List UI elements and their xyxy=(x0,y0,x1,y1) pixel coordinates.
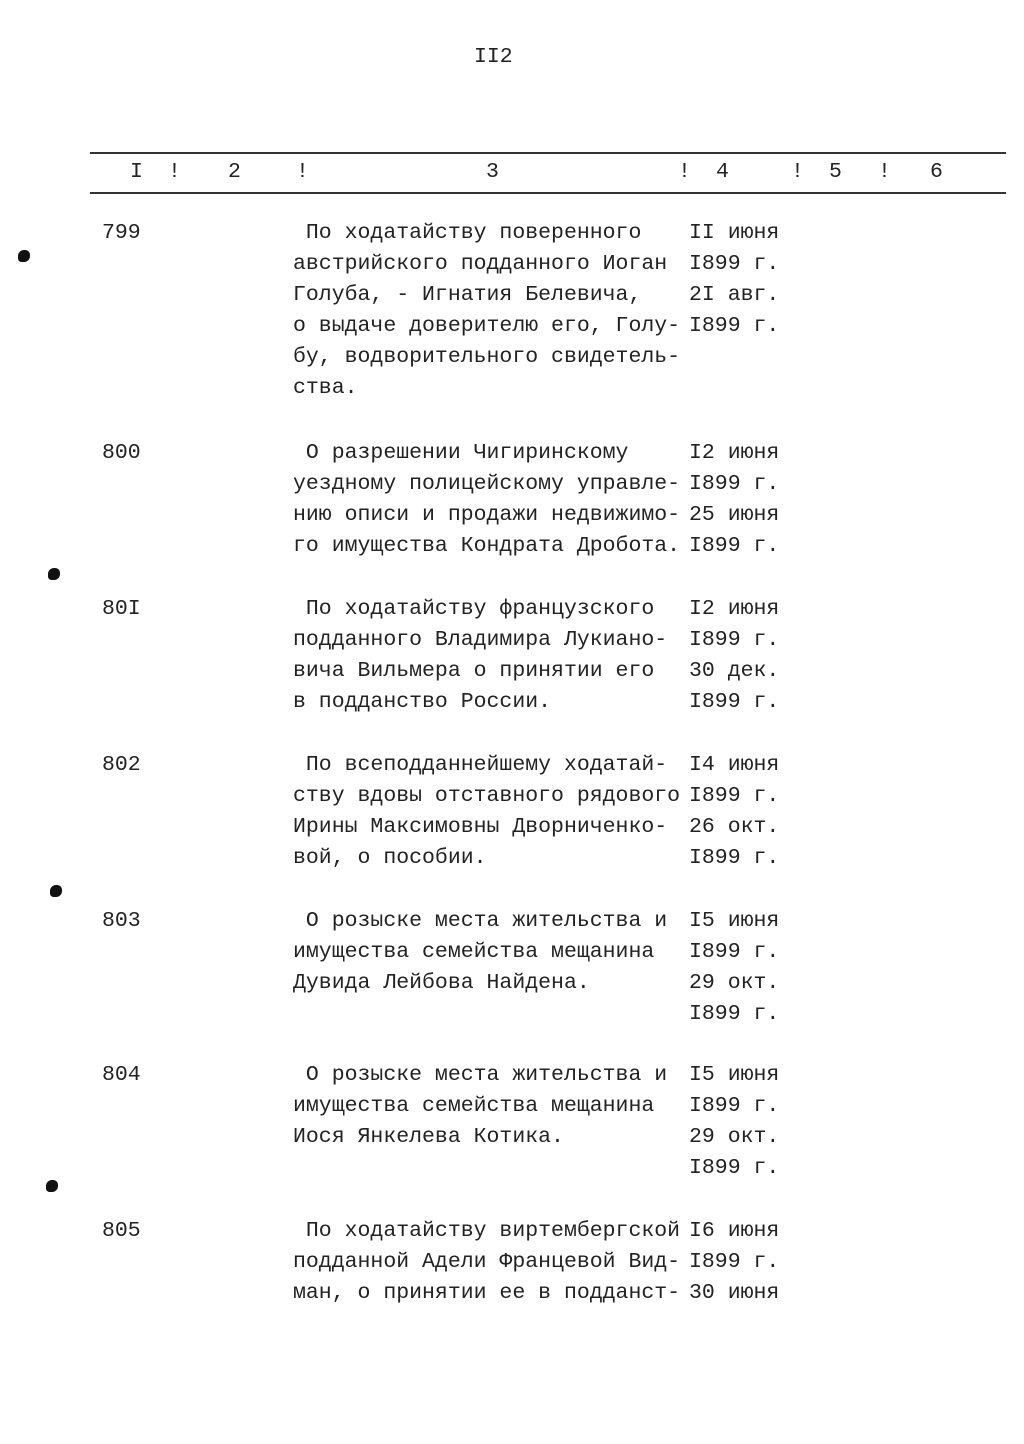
header-top-rule xyxy=(90,152,1006,154)
column-header: 3 xyxy=(486,160,499,184)
entry-date-line: I899 г. xyxy=(689,252,780,276)
entry-description-line: ман, о принятии ее в подданст- xyxy=(293,1281,681,1305)
entry-date-line: I899 г. xyxy=(689,1002,780,1026)
entry-date-line: I899 г. xyxy=(689,1094,780,1118)
entry-description-line: По ходатайству поверенного xyxy=(293,221,642,245)
entry-description-line: О розыске места жительства и xyxy=(293,909,668,933)
entry-description-line: имущества семейства мещанина xyxy=(293,940,655,964)
entry-date-line: 29 окт. xyxy=(689,1125,780,1149)
entry-description-line: Голуба, - Игнатия Белевича, xyxy=(293,283,642,307)
entry-description-line: По всеподданнейшему ходатай- xyxy=(293,753,668,777)
header-bottom-rule xyxy=(90,192,1006,194)
entry-date-line: I2 июня xyxy=(689,441,780,465)
entry-number: 80I xyxy=(102,597,141,621)
entry-date-line: 30 дек. xyxy=(689,659,780,683)
column-separator: ! xyxy=(791,160,804,184)
entry-description-line: вой, о пособии. xyxy=(293,846,487,870)
entry-date-line: I899 г. xyxy=(689,784,780,808)
entry-description-line: вича Вильмера о принятии его xyxy=(293,659,655,683)
entry-description-line: подданной Адели Францевой Вид- xyxy=(293,1250,681,1274)
entry-date-line: I5 июня xyxy=(689,1063,780,1087)
entry-description-line: в подданство России. xyxy=(293,690,552,714)
entry-date-line: I899 г. xyxy=(689,1156,780,1180)
entry-description-line: Иося Янкелева Котика. xyxy=(293,1125,564,1149)
entry-description-line: австрийского подданного Иоган xyxy=(293,252,668,276)
entry-date-line: I899 г. xyxy=(689,1250,780,1274)
entry-description-line: имущества семейства мещанина xyxy=(293,1094,655,1118)
entry-date-line: 30 июня xyxy=(689,1281,780,1305)
entry-date-line: 25 июня xyxy=(689,503,780,527)
binding-hole-mark xyxy=(18,250,30,262)
column-header: 5 xyxy=(829,160,842,184)
entry-date-line: I899 г. xyxy=(689,472,780,496)
entry-date-line: I899 г. xyxy=(689,846,780,870)
entry-number: 800 xyxy=(102,441,141,465)
entry-number: 805 xyxy=(102,1219,141,1243)
entry-number: 799 xyxy=(102,221,141,245)
entry-number: 804 xyxy=(102,1063,141,1087)
entry-description-line: о выдаче доверителю его, Голу- xyxy=(293,314,681,338)
entry-date-line: II июня xyxy=(689,221,780,245)
entry-description-line: Дувида Лейбова Найдена. xyxy=(293,971,590,995)
entry-number: 802 xyxy=(102,753,141,777)
column-separator: ! xyxy=(296,160,309,184)
binding-hole-mark xyxy=(50,885,62,897)
entry-date-line: I899 г. xyxy=(689,628,780,652)
column-separator: ! xyxy=(878,160,891,184)
binding-hole-mark xyxy=(48,568,60,580)
entry-description-line: го имущества Кондрата Дробота. xyxy=(293,534,681,558)
entry-date-line: I2 июня xyxy=(689,597,780,621)
entry-date-line: I899 г. xyxy=(689,314,780,338)
entry-description-line: О розыске места жительства и xyxy=(293,1063,668,1087)
entry-date-line: I899 г. xyxy=(689,940,780,964)
entry-description-line: ству вдовы отставного рядового xyxy=(293,784,681,808)
entry-description-line: ства. xyxy=(293,376,358,400)
entry-date-line: I899 г. xyxy=(689,690,780,714)
entry-description-line: Ирины Максимовны Дворниченко- xyxy=(293,815,668,839)
entry-description-line: По ходатайству французского xyxy=(293,597,655,621)
entry-number: 803 xyxy=(102,909,141,933)
entry-date-line: 26 окт. xyxy=(689,815,780,839)
column-header: I xyxy=(130,160,143,184)
entry-description-line: О разрешении Чигиринскому xyxy=(293,441,629,465)
entry-date-line: 2I авг. xyxy=(689,283,780,307)
column-header: 4 xyxy=(716,160,729,184)
entry-description-line: уездному полицейскому управле- xyxy=(293,472,681,496)
column-header: 6 xyxy=(930,160,943,184)
entry-date-line: I6 июня xyxy=(689,1219,780,1243)
entry-date-line: I899 г. xyxy=(689,534,780,558)
binding-hole-mark xyxy=(46,1180,58,1192)
entry-description-line: нию описи и продажи недвижимо- xyxy=(293,503,681,527)
entry-date-line: 29 окт. xyxy=(689,971,780,995)
page-number: II2 xyxy=(474,45,513,69)
entry-date-line: I4 июня xyxy=(689,753,780,777)
column-separator: ! xyxy=(678,160,691,184)
column-separator: ! xyxy=(168,160,181,184)
entry-description-line: бу, водворительного свидетель- xyxy=(293,345,681,369)
entry-description-line: По ходатайству виртембергской xyxy=(293,1219,681,1243)
entry-date-line: I5 июня xyxy=(689,909,780,933)
entry-description-line: подданного Владимира Лукиано- xyxy=(293,628,668,652)
column-header: 2 xyxy=(228,160,241,184)
